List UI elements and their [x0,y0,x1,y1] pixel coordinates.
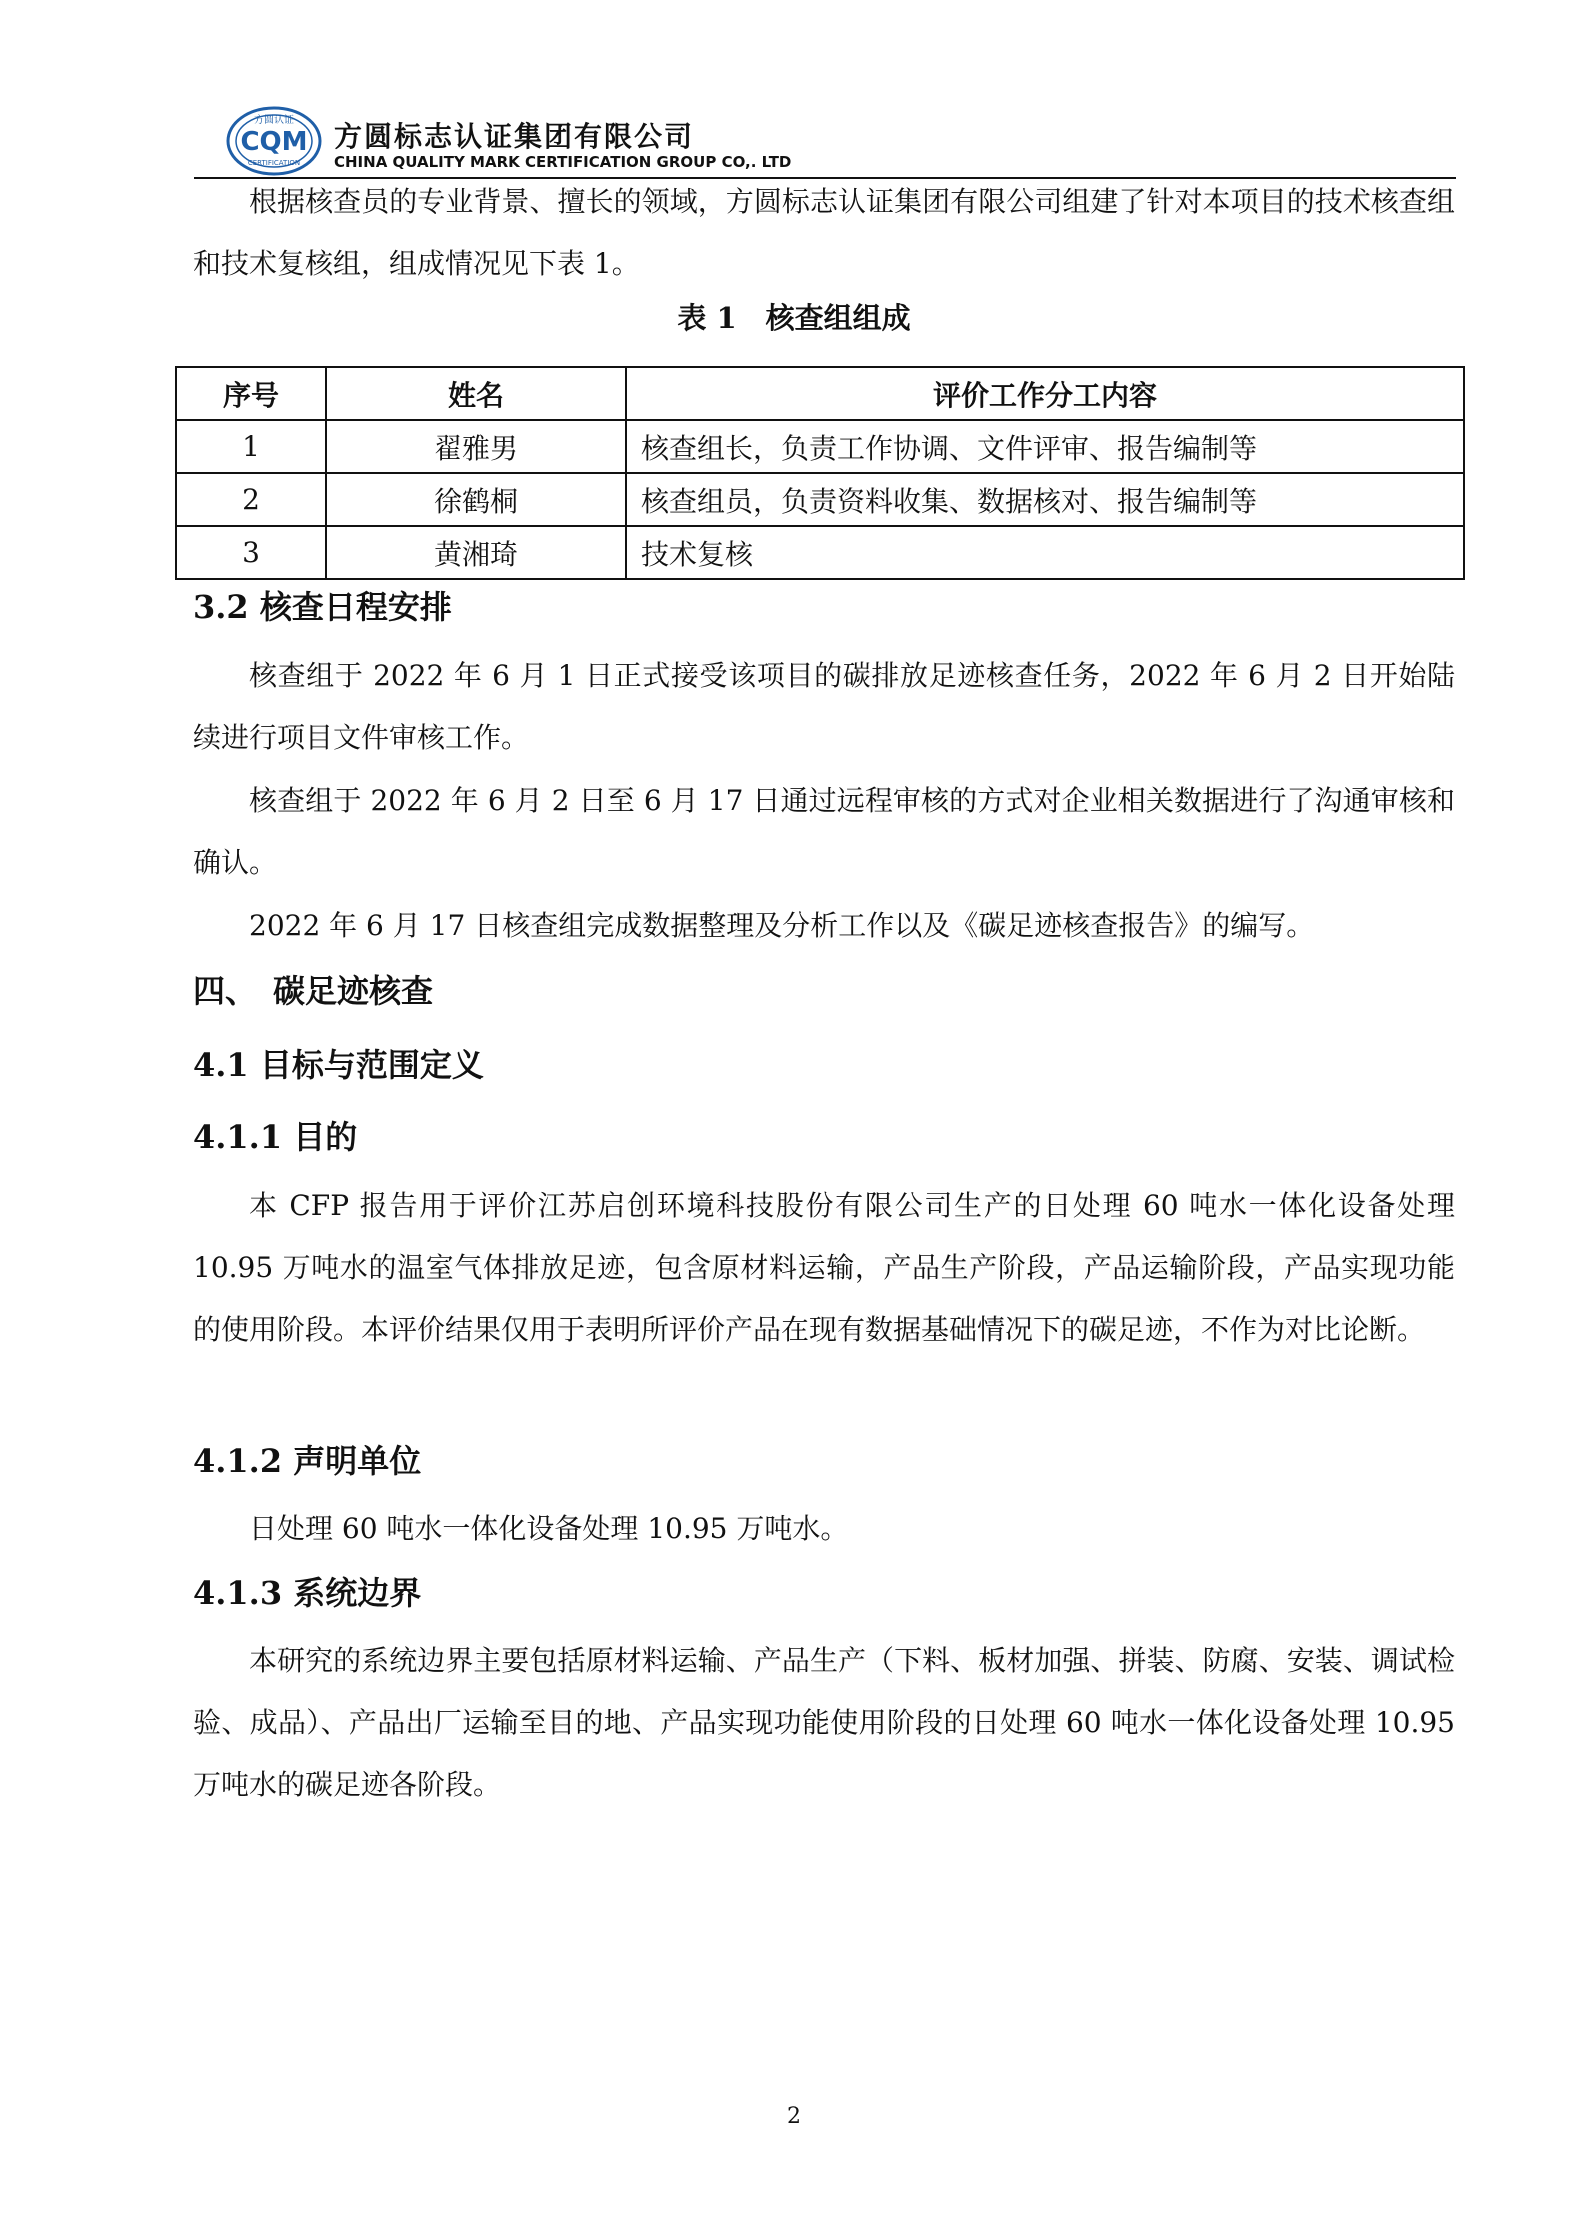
section-4-1-2-heading: 4.1.2 声明单位 [193,1442,422,1480]
row-no: 1 [176,420,326,473]
section-4-1-3-heading: 4.1.3 系统边界 [193,1574,422,1612]
table-row [176,526,1464,579]
logo-top-text: 方圆认证 [254,115,294,126]
section-3-2-heading: 3.2 核查日程安排 [193,588,452,626]
row-desc: 技术复核 [626,526,1464,579]
row-no: 3 [176,526,326,579]
section-4-1-1-heading: 4.1.1 目的 [193,1118,358,1156]
row-desc: 核查组长，负责工作协调、文件评审、报告编制等 [626,420,1464,473]
row-no: 2 [176,473,326,526]
header-no: 序号 [176,367,326,420]
section-3-2-p3: 2022 年 6 月 17 日核查组完成数据整理及分析工作以及《碳足迹核查报告》的编写。 [249,909,1315,942]
row-name: 黄湘琦 [326,526,626,579]
section-3-2-p1: 核查组于 2022 年 6 月 1 日正式接受该项目的碳排放足迹核查任务，2022 年 6 月 2 日开始陆续进行项目文件审核工作。 [193,659,1455,754]
logo-text: CQM [240,127,308,157]
logo-bottom-text: CERTIFICATION [247,159,301,167]
section-4-heading: 四、 碳足迹核查 [193,972,434,1010]
table-row [176,473,1464,526]
row-desc: 核查组员，负责资料收集、数据核对、报告编制等 [626,473,1464,526]
company-name-en: CHINA QUALITY MARK CERTIFICATION GROUP CO,. LTD [334,153,792,171]
section-4-1-1-paragraph: 本 CFP 报告用于评价江苏启创环境科技股份有限公司生产的日处理 60 吨水一体化设备处理 10.95 万吨水的温室气体排放足迹，包含原材料运输，产品生产阶段，产品运输阶段，产品实现功能的使用阶段。本评价结果仅用于表明所评价产品在现有数据基础情况下的碳足迹，不作为对比论断。 [193,1189,1455,1346]
table-row [176,420,1464,473]
section-3-2-p2: 核查组于 2022 年 6 月 2 日至 6 月 17 日通过远程审核的方式对企业相关数据进行了沟通审核和确认。 [193,784,1455,879]
page-header [224,105,1456,177]
page-number: 2 [787,2104,801,2129]
section-4-1-3-paragraph: 本研究的系统边界主要包括原材料运输、产品生产（下料、板材加强、拼装、防腐、安装、调试检验、成品）、产品出厂运输至目的地、产品实现功能使用阶段的日处理 60 吨水一体化设备处理 10.95 万吨水的碳足迹各阶段。 [193,1644,1455,1801]
section-4-1-heading: 4.1 目标与范围定义 [193,1046,484,1084]
intro-paragraph: 根据核查员的专业背景、擅长的领域，方圆标志认证集团有限公司组建了针对本项目的技术核查组和技术复核组，组成情况见下表 1。 [193,185,1455,280]
company-name-cn: 方圆标志认证集团有限公司 [334,120,695,153]
row-name: 翟雅男 [326,420,626,473]
table-header-row [176,367,1464,420]
table-caption: 表 1 核查组组成 [677,301,911,335]
team-table [175,366,1465,580]
header-desc: 评价工作分工内容 [626,367,1464,420]
cqm-logo-icon [224,105,324,177]
header-name: 姓名 [326,367,626,420]
section-4-1-2-paragraph: 日处理 60 吨水一体化设备处理 10.95 万吨水。 [249,1512,849,1545]
row-name: 徐鹤桐 [326,473,626,526]
